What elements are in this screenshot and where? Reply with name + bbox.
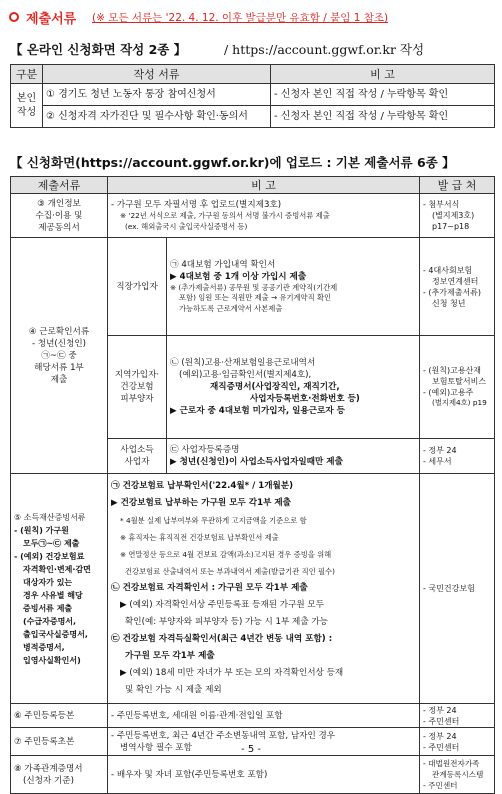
row7-issuer: - 정부 24 [423, 731, 457, 741]
row4b-line: (예외)고용·임금확인서(별지제4호), [179, 370, 312, 380]
row3-label: 제공동의서 [38, 222, 80, 233]
table-row [11, 194, 495, 238]
row4c-line: ▶ 청년(신청인)이 사업소득사업자일때만 제출 [170, 457, 343, 467]
row6-label: ⑥ 주민등록등본 [11, 704, 108, 728]
red-circle-icon [9, 12, 19, 22]
row4a-issuer: 신청 청년 [432, 298, 466, 308]
row5-label: 출입국사실증명서, [23, 629, 88, 639]
heading-title: 제출서류 [26, 12, 77, 27]
heading-note: (※ 모든 서류는 '22. 4. 12. 이후 발급분만 유효함 / 붙임 1 참조) [92, 12, 389, 24]
row4b-issuer: (별지제4호) p19 [432, 398, 487, 408]
note-2: - 신청자 본인 직접 작성 / 누락항목 확인 [271, 106, 495, 128]
row4b-line: 재직증명서(사업장직인, 재직기간, [210, 382, 340, 392]
row7-line: 병역사항 필수 포함 [120, 742, 192, 753]
section1-url: / https://account.ggwf.or.kr 작성 [224, 42, 425, 57]
row5-issuer: - 국민건강보험 [423, 584, 475, 593]
row4-label: ④ 근로확인서류 [28, 326, 90, 337]
row4c-sub: 사업소득 [120, 445, 154, 455]
row5-line: * 4월분 실제 납부여부와 무관하게 고지금액을 기준으로 함 [120, 516, 307, 525]
row8-issuer: - 대법원전자가족 [423, 759, 480, 768]
row5-label: - (원칙) 가구원 [14, 525, 69, 535]
row8-line: - 배우자 및 자녀 포함(주민등록번호 포함) [111, 769, 268, 780]
row5-label: (수급자증명서, [23, 616, 77, 626]
row4b-sub: 지역가입자· [114, 370, 160, 380]
row4c-sub: 사업자 [124, 457, 150, 467]
row4-label: 제출 [50, 374, 68, 385]
row4b-issuer: - (예외)고용주 [423, 388, 474, 398]
row5-label: 입영사실확인서) [23, 655, 81, 665]
row4a-sub: 직장가입자 [108, 238, 167, 336]
row3-label: 수집·이용 및 [35, 210, 83, 221]
row5-line: ▶ 건강보험료 납부하는 가구원 모두 각1부 제출 [111, 498, 291, 508]
row4a-line: 포함) 임원 또는 직원만 제출 → 유기계약직 확인 [179, 293, 332, 303]
header-documents: 제출서류 [11, 177, 108, 194]
row4b-line: ㉡ (원칙)고용·산재보험일용근로내역서 [170, 358, 316, 368]
row4b-line: 사업자등록번호·전화번호 등) [250, 394, 360, 404]
row8-issuer: - 주민센터 [423, 781, 458, 790]
row7-issuer: - 주민센터 [423, 742, 460, 752]
row5-label: 자격확인·변제·감면 [23, 564, 91, 574]
row3-line: - 가구원 모두 자필서명 후 업로드(별지제3호) [111, 200, 282, 210]
table-row [11, 238, 495, 336]
row3-issuer: (별지제3호) [432, 211, 475, 220]
row5-line: 건강보험료 산출내역서 또는 부과내역서 제출(발급기관 직인 필수) [125, 567, 335, 576]
row5-line: 및 확인 가능 시 제출 제외 [125, 685, 222, 695]
row4b-issuer: 보험토탈서비스 [432, 377, 487, 387]
section2-table [10, 176, 495, 794]
row5-label: ⑤ 소득재산증빙서류 [14, 512, 86, 522]
row5-line: 확인(예: 부양자와 피부양자 등) 가능 시 1부 제출 가능 [125, 617, 328, 627]
row5-line: 가구원 모두 각1부 제출 [125, 651, 215, 661]
row-label: 본인 작성 [11, 84, 43, 128]
table-row [11, 474, 495, 704]
row3-line: (ex. 해외출국시 출입국사실증명서 등) [125, 221, 248, 231]
row5-line: ※ 연말정산 등으로 4월 건보료 감액(과소)고지된 경우 증빙을 위해 [120, 550, 332, 559]
row4a-issuer: - 4대사회보험 [423, 265, 473, 275]
row6-issuer: - 주민센터 [423, 716, 460, 726]
row3-label: ③ 개인정보 [37, 198, 81, 209]
row5-line: ㉢ 건강보험 자격득실확인서(최근 4년간 변동 내역 포함) : [111, 634, 333, 644]
row4b-sub: 건강보험 [120, 382, 154, 392]
row5-line: ▶ (예외) 자격확인서상 주민등록표 등재된 가구원 모두 [120, 600, 325, 610]
table-row [11, 756, 495, 794]
section1-table [10, 64, 495, 128]
row5-label: 경우 사유별 해당 [23, 590, 83, 600]
row4-label: - 청년(신청인) [31, 338, 87, 349]
row4c-issuer: - 정부 24 [423, 446, 457, 455]
row5-label: 대상자가 있는 [23, 577, 73, 587]
page-number: - 5 - [241, 744, 261, 755]
row5-label: 병적증명서, [23, 642, 65, 652]
row3-issuer: - 첨부서식 [423, 200, 460, 209]
row4a-line: ※ (추가제출서류) 공무원 및 공공기관 계약직(기간제 [170, 282, 338, 292]
row4b-issuer: - (원칙)고용산재 [423, 366, 482, 376]
row5-line: ㉠ 건강보험료 납부확인서('22.4월* / 1개월분) [111, 481, 294, 491]
row4-label: 해당서류 1부 [34, 362, 84, 373]
row4b-line: ▶ 근로자 중 4대보험 미가입자, 일용근로자 등 [170, 406, 345, 416]
row5-line: ※ 휴직자는 휴직직전 건강보험료 납부확인서 제출 [120, 533, 279, 542]
note-1: - 신청자 본인 직접 작성 / 누락항목 확인 [271, 84, 495, 106]
section2-title: 【 신청화면(https://account.ggwf.or.kr)에 업로드 : 기본 제출서류 6종 】 [10, 155, 455, 170]
row4a-issuer: - (추가제출서류) [423, 287, 482, 297]
row4b-sub: 피부양자 [120, 394, 154, 404]
row5-label: 모두㉠~㉢ 제출 [23, 538, 80, 548]
row4a-line: 가능하도록 근로계약서 사본제출 [179, 303, 283, 313]
row3-line: ※ '22년 서식으로 제출, 가구원 동의서 서명 불가시 증빙서류 제출 [120, 211, 330, 220]
row3-issuer: p17~p18 [432, 222, 470, 231]
row4a-issuer: 정보연계센터 [432, 276, 479, 286]
section1-title: 【 온라인 신청화면 작성 2종 】 [10, 42, 187, 57]
header-category: 구분 [11, 65, 43, 84]
row5-line: ▶ (예외) 18세 미만 자녀가 부 또는 모의 자격확인서상 등재 [120, 668, 344, 678]
header-remarks: 비 고 [108, 177, 420, 194]
doc-1: ① 경기도 청년 노동자 통장 참여신청서 [43, 84, 271, 106]
row5-label: 증빙서류 제출 [23, 603, 73, 613]
row7-line: - 주민등록번호, 최근 4년간 주소변동내역 포함, 남자인 경우 [111, 730, 336, 741]
row6-line: - 주민등록번호, 세대원 이름·관계·전입일 포함 [111, 710, 283, 721]
row4a-line: ▶ 4대보험 중 1개 이상 가입시 제출 [170, 271, 307, 282]
table-row [11, 704, 495, 728]
row8-label: ⑧ 가족관계증명서 [14, 763, 83, 774]
row5-line: ㉡ 건강보험료 자격확인서 : 가구원 모두 각1부 제출 [111, 583, 308, 593]
row4a-line: ㉠ 4대보험 가입내역 확인서 [170, 259, 276, 270]
row4c-issuer: - 세무서 [423, 457, 452, 466]
row8-label: (신청자 기준) [23, 775, 74, 786]
row4-label: ㉠~㉢ 중 [41, 350, 77, 361]
row4c-line: ㉢ 사업자등록증명 [170, 445, 240, 455]
doc-2: ② 신청자격 자가진단 및 필수사항 확인·동의서 [43, 106, 271, 128]
row8-issuer: 관계등록시스템 [432, 770, 484, 779]
row5-label: - (예외) 건강보험료 [14, 551, 85, 561]
header-note: 비 고 [271, 65, 495, 84]
row7-label: ⑦ 주민등록초본 [11, 728, 108, 756]
header-issuer: 발 급 처 [420, 177, 495, 194]
header-document: 작성 서류 [43, 65, 271, 84]
row6-issuer: - 정부 24 [423, 705, 457, 715]
